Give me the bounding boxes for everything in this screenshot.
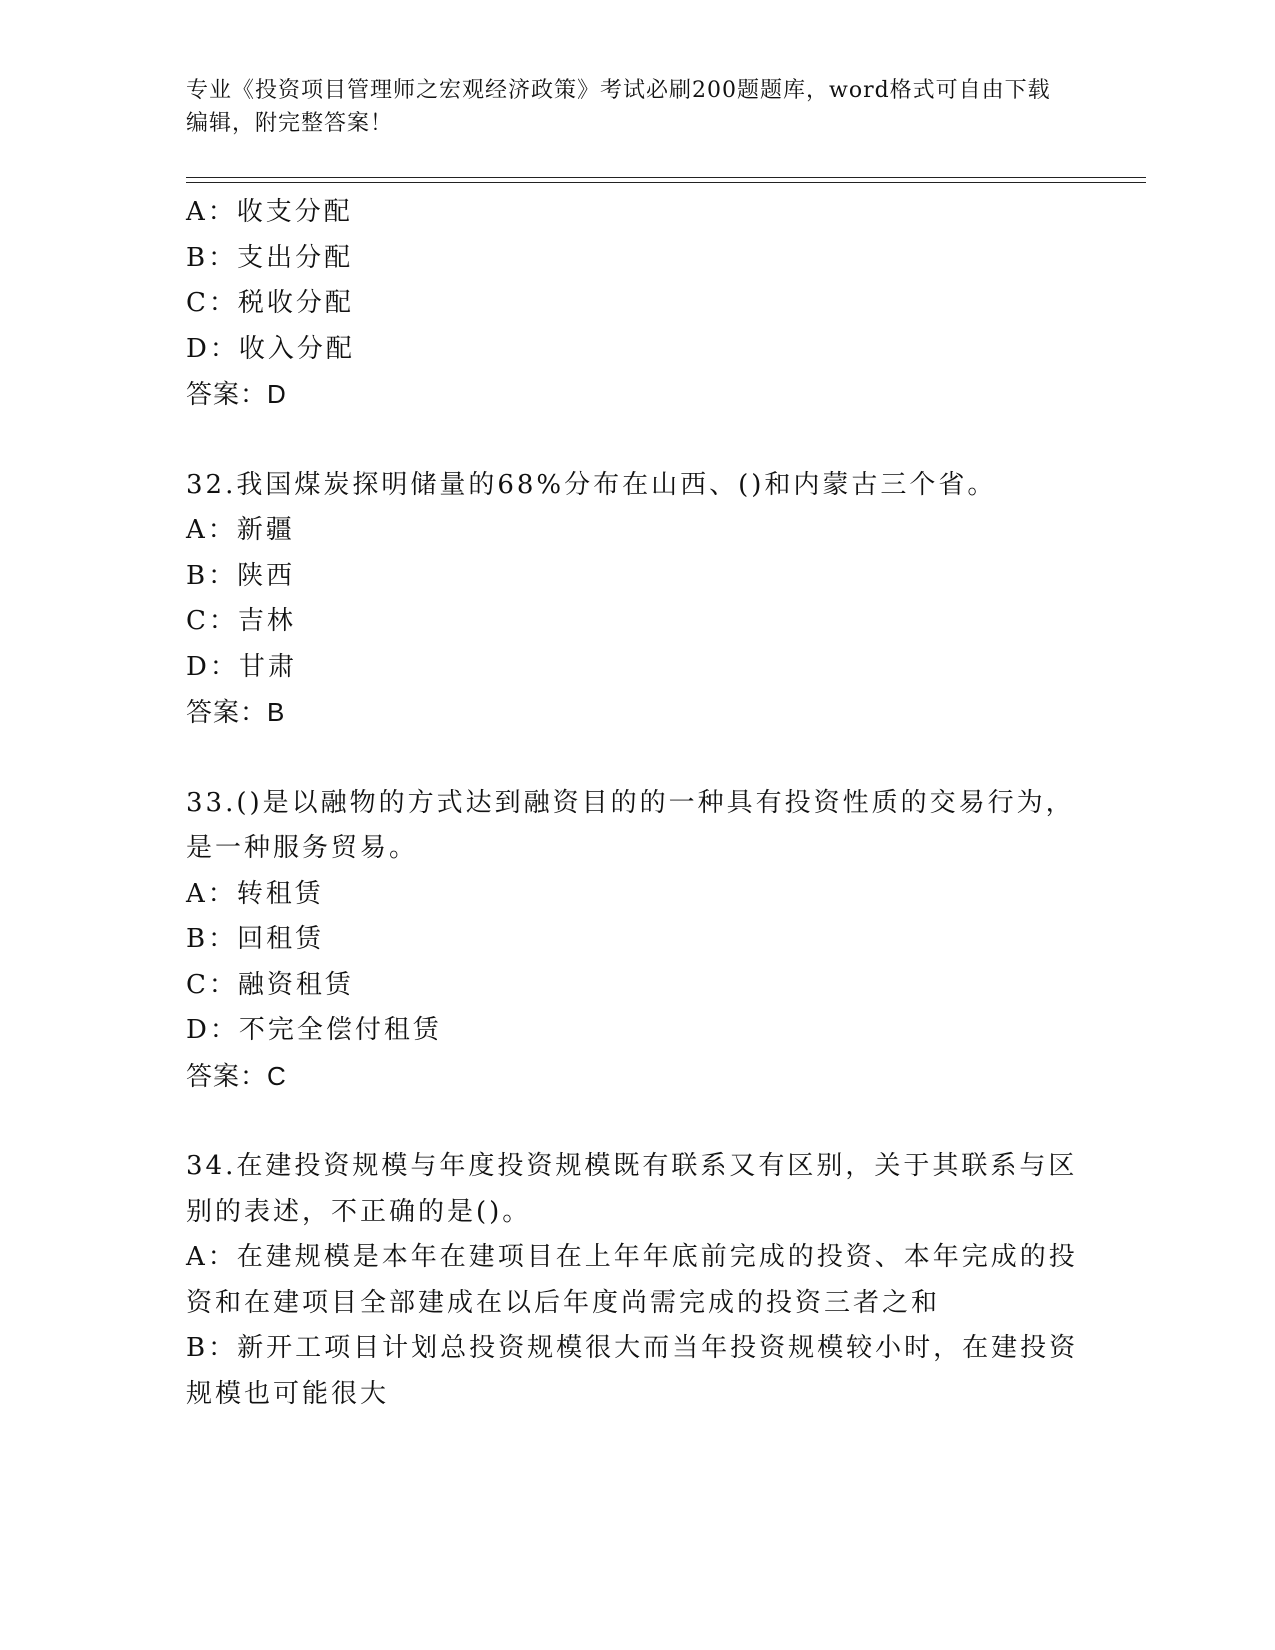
question-31-option-b: B：支出分配: [186, 242, 354, 273]
header-divider-bottom: [186, 182, 1146, 183]
question-31-option-d: D：收入分配: [186, 333, 355, 364]
document-body: [186, 190, 1086, 1417]
question-33-answer: 答案：C: [186, 1060, 287, 1091]
question-32: [186, 463, 1086, 736]
question-34-option-a-line-2: 资和在建项目全部建成在以后年度尚需完成的投资三者之和: [186, 1287, 941, 1318]
question-32-answer: 答案：B: [186, 697, 286, 727]
question-31: [186, 190, 1086, 418]
question-33: [186, 781, 1086, 1100]
question-32-option-c: C：吉林: [186, 606, 296, 636]
question-34: [186, 1144, 1086, 1417]
question-32-stem: 32.我国煤炭探明储量的68%分布在山西、()和内蒙古三个省。: [186, 469, 997, 500]
question-31-answer: 答案：D: [186, 379, 287, 409]
question-34-option-b-line-1: B：新开工项目计划总投资规模很大而当年投资规模较小时，在建投资: [186, 1333, 1079, 1363]
question-33-option-d: D：不完全偿付租赁: [186, 1015, 442, 1045]
question-33-option-b: B：回租赁: [186, 924, 325, 954]
document-header-title: 专业《投资项目管理师之宏观经济政策》考试必刷200题题库，word格式可自由下载编辑，附完整答案！: [186, 78, 1051, 136]
question-32-option-d: D：甘肃: [186, 651, 297, 682]
spacer: [186, 736, 1086, 781]
question-34-stem-line-1: 34.在建投资规模与年度投资规模既有联系又有区别，关于其联系与区: [186, 1151, 1078, 1181]
question-32-option-b: B：陕西: [186, 560, 296, 591]
question-33-stem-line-1: 33.()是以融物的方式达到融资目的的一种具有投资性质的交易行为，: [186, 787, 1075, 818]
question-33-stem-line-2: 是一种服务贸易。: [186, 833, 419, 863]
question-34-stem-line-2: 别的表述，不正确的是()。: [186, 1196, 532, 1227]
question-31-option-a: A：收支分配: [186, 197, 353, 227]
question-34-option-b-line-2: 规模也可能很大: [186, 1378, 390, 1409]
spacer: [186, 1099, 1086, 1144]
question-33-option-c: C：融资租赁: [186, 969, 354, 1000]
spacer: [186, 418, 1086, 463]
header-divider-top: [186, 177, 1146, 178]
question-32-option-a: A：新疆: [186, 515, 295, 545]
question-33-option-a: A：转租赁: [186, 878, 324, 909]
question-31-option-c: C：税收分配: [186, 288, 354, 318]
question-34-option-a-line-1: A：在建规模是本年在建项目在上年年底前完成的投资、本年完成的投: [186, 1242, 1078, 1272]
